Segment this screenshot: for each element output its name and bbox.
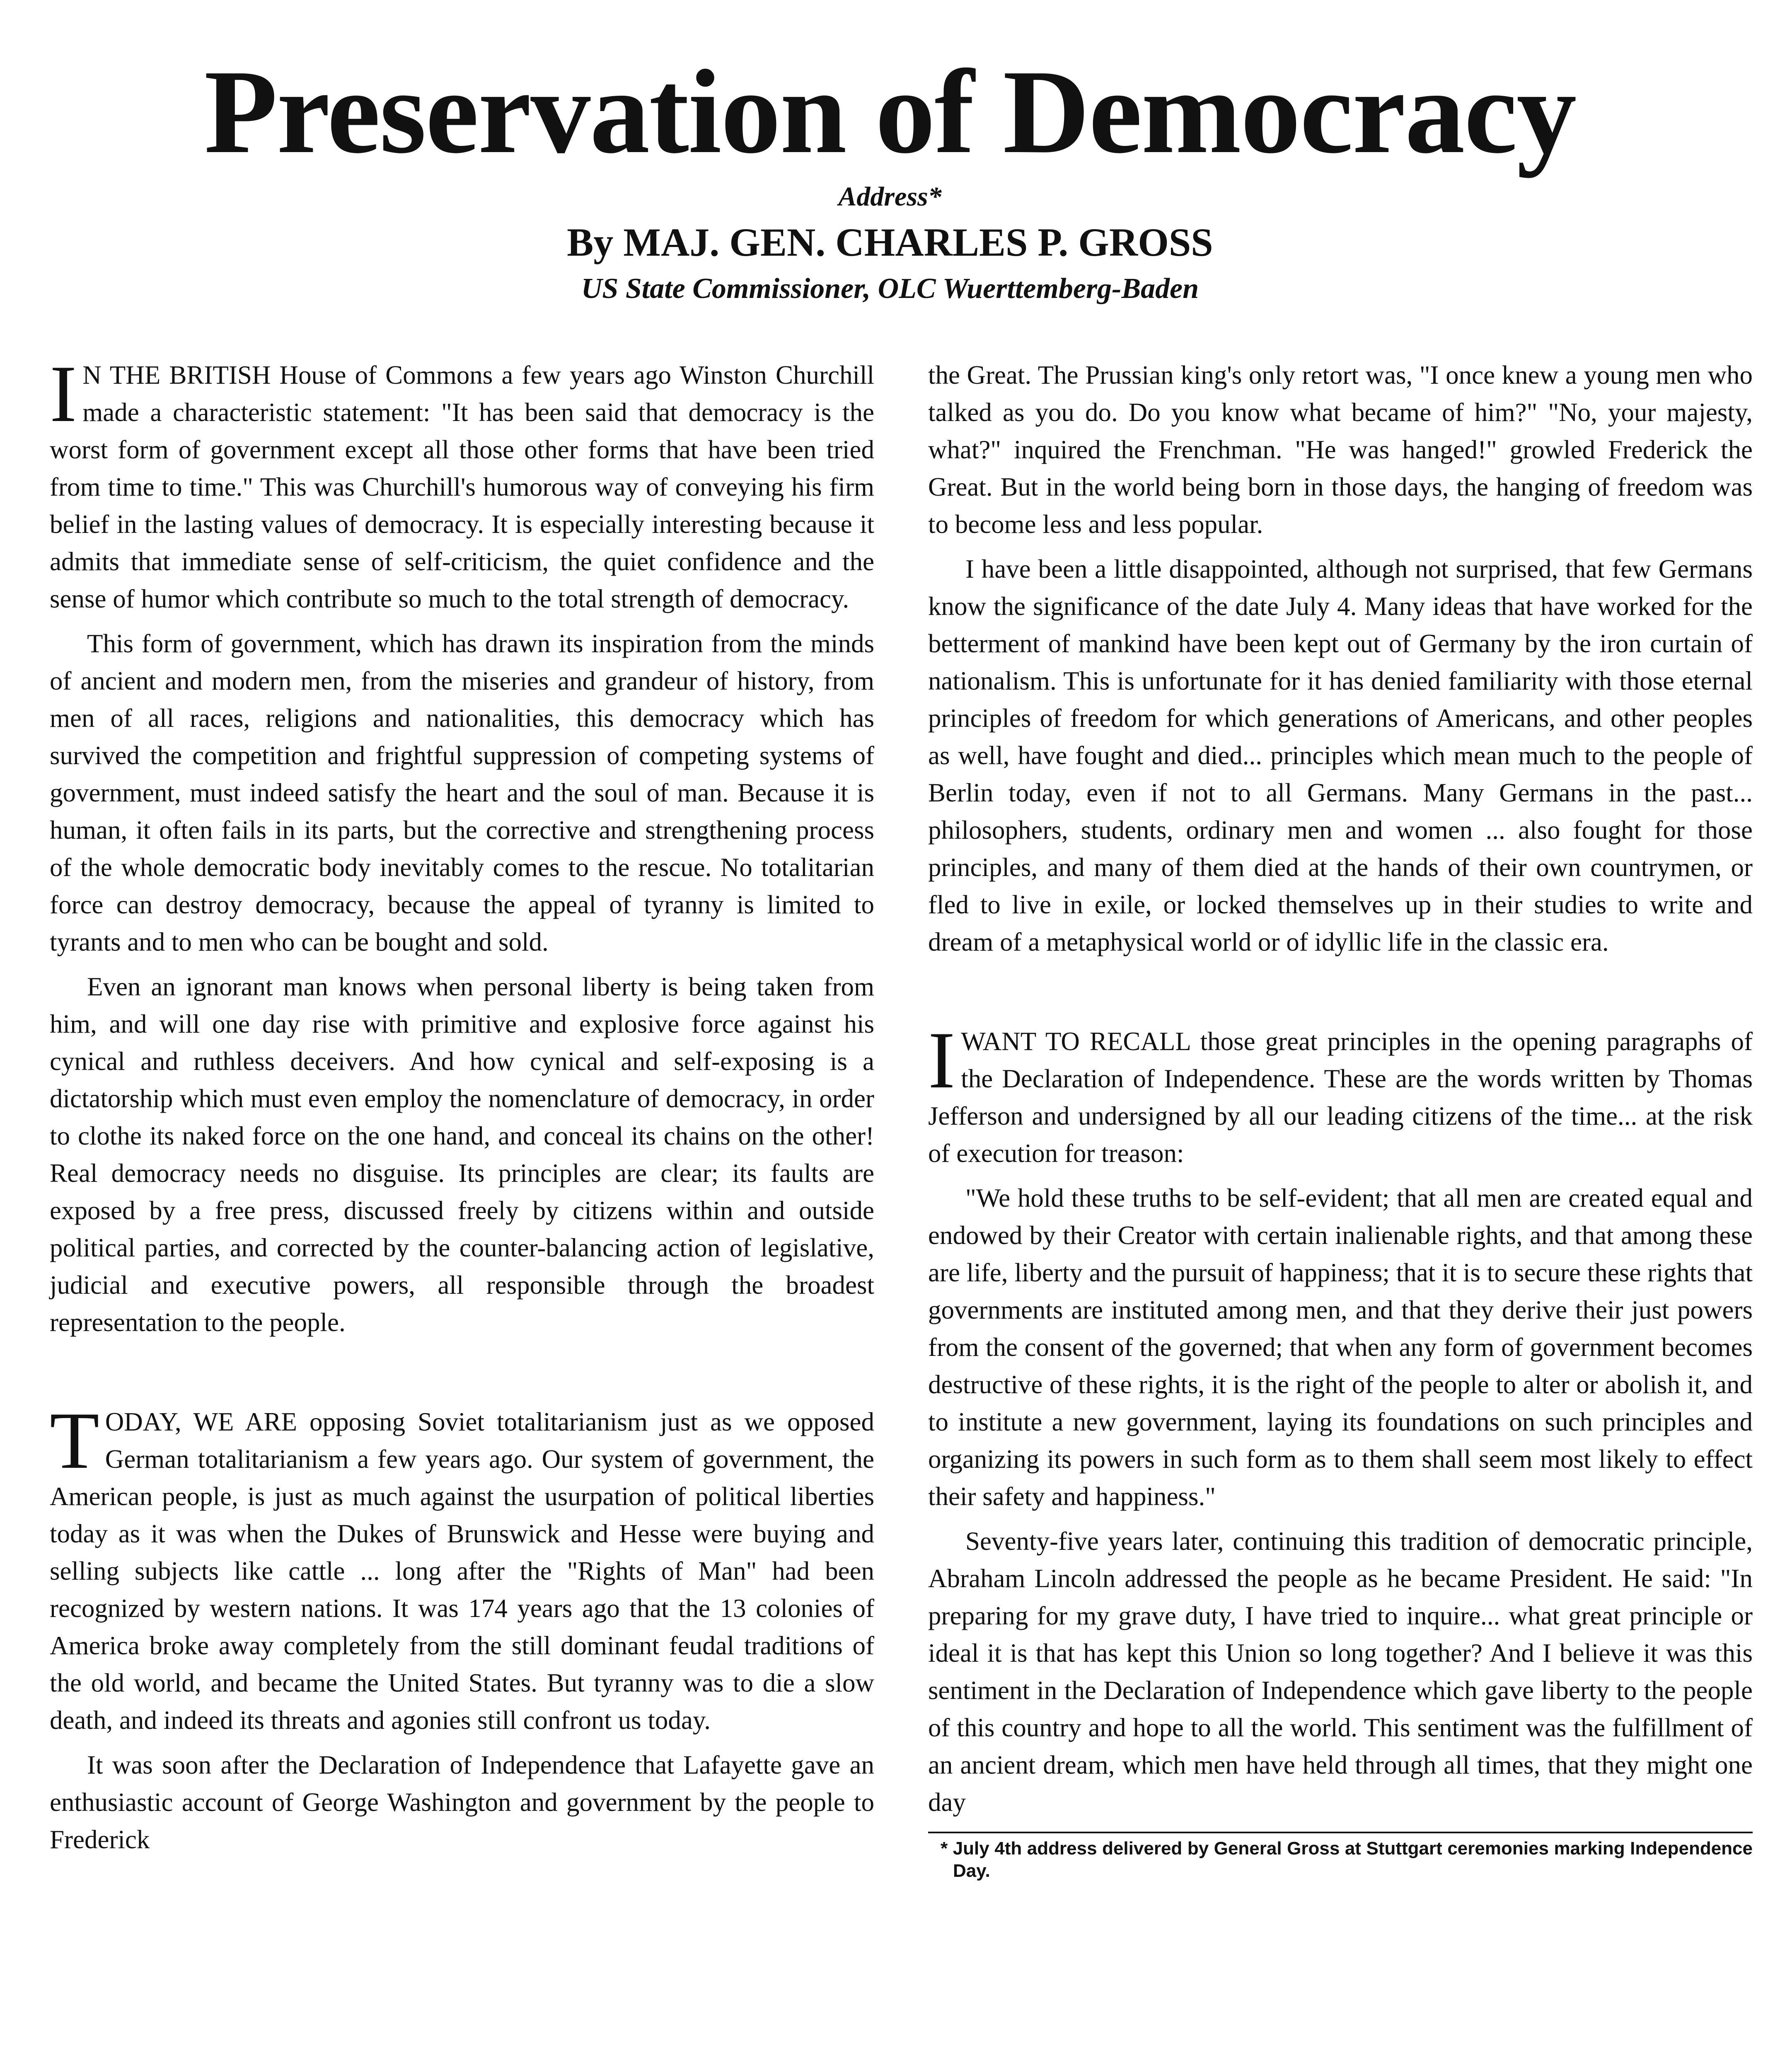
- paragraph: I have been a little disappointed, although not surprised, that few Germans know the significance of the date July 4. Many ideas that have worked for the betterment of mankind have been kept out of Germany by the iron curtain of nationalism. This is unfortunate for it has denied familiarity with those eternal principles of freedom for which generations of Americans, and other peoples as well, have fought and died... principles which mean much to the people of Berlin today, even if not to all Germans. Many Germans in the past... philosophers, students, ordinary men and women ... also fought for those principles, and many of them died at the hands of their own countrymen, or fled to live in exile, or locked themselves up in their studies to write and dream of a metaphysical world or of idyllic life in the classic era.: [928, 554, 1753, 956]
- article-byline: By MAJ. GEN. CHARLES P. GROSS: [567, 220, 1213, 264]
- article-title: Preservation of Democracy: [204, 45, 1576, 178]
- author-affiliation: US State Commissioner, OLC Wuerttemberg-Baden: [581, 273, 1199, 305]
- right-column: [928, 356, 1753, 1882]
- paragraph: Even an ignorant man knows when personal liberty is being taken from him, and will one day rise with primitive and explosive force against his cynical and ruthless deceivers. And how cynical and self-exposing is a dictatorship which must even employ the nomenclature of democracy, in order to clothe its naked force on the one hand, and conceal its chains on the other! Real democracy needs no disguise. Its principles are clear; its faults are exposed by a free press, discussed freely by citizens within and outside political parties, and corrected by the counter-balancing action of legislative, judicial and executive powers, all responsible through the broadest representation to the people.: [50, 972, 874, 1337]
- paragraph: [928, 1015, 1753, 1172]
- paragraph-text: WANT TO RECALL those great principles in the opening paragraphs of the Declaration of Independence. These are the words written by Thomas Jefferson and undersigned by all our leading citizens of the time... at the risk of execution for treason:: [928, 1027, 1753, 1168]
- paragraph: [50, 349, 874, 617]
- drop-cap: I: [928, 1015, 955, 1105]
- footnote-divider: [928, 1832, 1753, 1833]
- paragraph: "We hold these truths to be self-evident; that all men are created equal and endowed by their Creator with certain inalienable rights, and that among these are life, liberty and the pursuit of happiness; that it is to secure these rights that governments are instituted among men, and that they derive their just powers from the consent of the governed; that when any form of government becomes destructive of these rights, it is the right of the people to alter or abolish it, and to institute a new government, laying its foundations on such principles and organizing its powers in such form as to them shall seem most likely to effect their safety and happiness.": [928, 1184, 1753, 1511]
- paragraph: Seventy-five years later, continuing this tradition of democratic principle, Abraham Lincoln addressed the people as he became President. He said: "In preparing for my grave duty, I have tried to inquire... what great principle or ideal it is that has kept this Union so long together? And I believe it was this sentiment in the Declaration of Independence which gave liberty to the people of this country and hope to all the world. This sentiment was the fulfillment of an ancient dream, which men have held through all times, that they might one day: [928, 1527, 1753, 1817]
- paragraph-text: ODAY, WE ARE opposing Soviet totalitarianism just as we opposed German totalitarianism a few years ago. Our system of government, the American people, is just as much against the usurpation of political liberties today as it was when the Dukes of Brunswick and Hesse were buying and selling subjects like cattle ... long after the "Rights of Man" had been recognized by western nations. It was 174 years ago that the 13 colonies of America broke away completely from the still dominant feudal traditions of the old world, and became the United States. But tyranny was to die a slow death, and indeed its threats and agonies still confront us today.: [50, 1407, 874, 1735]
- paragraph: This form of government, which has drawn its inspiration from the minds of ancient and modern men, from the miseries and grandeur of history, from men of all races, religions and nationalities, this democracy which has survived the competition and frightful suppression of competing systems of government, must indeed satisfy the heart and the soul of man. Because it is human, it often fails in its parts, but the corrective and strengthening process of the whole democratic body inevitably comes to the rescue. No totalitarian force can destroy democracy, because the appeal of tyranny is limited to tyrants and to men who can be bought and sold.: [50, 629, 874, 956]
- footnote: * July 4th address delivered by General Gross at Stuttgart ceremonies marking Independence Day.: [941, 1838, 1753, 1881]
- paragraph: It was soon after the Declaration of Independence that Lafayette gave an enthusiastic account of George Washington and government by the people to Frederick: [50, 1750, 874, 1854]
- left-column: [50, 349, 874, 1858]
- paragraph: the Great. The Prussian king's only retort was, "I once knew a young men who talked as you do. Do you know what became of him?" "No, your majesty, what?" inquired the Frenchman. "He was hanged!" growled Frederick the Great. But in the world being born in those days, the hanging of freedom was to become less and less popular.: [928, 361, 1753, 539]
- drop-cap: I: [50, 349, 77, 439]
- paragraph-text: N THE BRITISH House of Commons a few years ago Winston Churchill made a characteristic statement: "It has been said that democracy is the worst form of government except all those other forms that have been tried from time to time." This was Churchill's humorous way of conveying his firm belief in the lasting values of democracy. It is especially interesting because it admits that immediate sense of self-criticism, the quiet confidence and the sense of humor which contribute so much to the total strength of democracy.: [50, 361, 874, 613]
- drop-cap: T: [50, 1396, 99, 1486]
- article-kicker: Address*: [838, 182, 942, 212]
- paragraph: [50, 1396, 874, 1739]
